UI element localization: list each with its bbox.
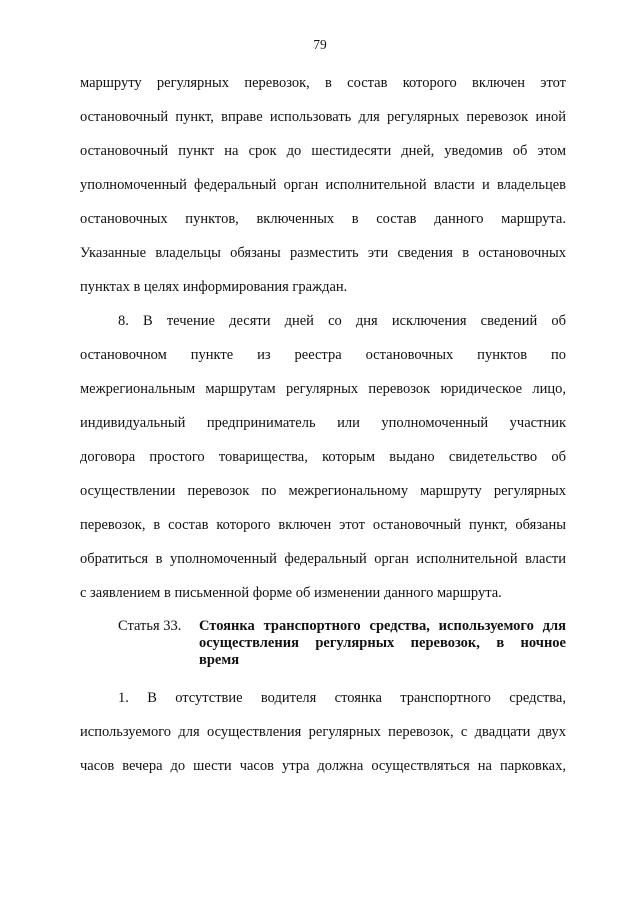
- paragraph-item-1: [80, 681, 566, 783]
- text-line: индивидуальный предприниматель или уполномоченный участник: [80, 415, 566, 431]
- article-number: Статья 33.: [118, 618, 182, 634]
- text-line: остановочном пункте из реестра остановочных пунктов по: [80, 347, 566, 363]
- text-line: используемого для осуществления регулярных перевозок, с двадцати двух: [80, 724, 566, 740]
- text-line: договора простого товарищества, которым выдано свидетельство об: [80, 449, 566, 465]
- text-line: часов вечера до шести часов утра должна осуществляться на парковках,: [80, 758, 566, 774]
- paragraph-continued: [80, 66, 566, 304]
- text-line: перевозок, в состав которого включен этот остановочный пункт, обязаны: [80, 517, 566, 533]
- text-line: 1. В отсутствие водителя стоянка транспортного средства,: [118, 690, 566, 706]
- paragraph-item-8: [80, 304, 566, 610]
- text-line: остановочных пунктов, включенных в состав данного маршрута.: [80, 211, 566, 227]
- text-line: уполномоченный федеральный орган исполнительной власти и владельцев: [80, 177, 566, 193]
- text-line: маршруту регулярных перевозок, в состав которого включен этот: [80, 75, 566, 91]
- text-line: обратиться в уполномоченный федеральный орган исполнительной власти: [80, 551, 566, 567]
- text-line: остановочный пункт, вправе использовать для регулярных перевозок иной: [80, 109, 566, 125]
- text-line: пунктах в целях информирования граждан.: [80, 279, 348, 295]
- text-line: межрегиональным маршрутам регулярных перевозок юридическое лицо,: [80, 381, 566, 397]
- text-line: с заявлением в письменной форме об изменении данного маршрута.: [80, 585, 502, 601]
- text-line: Указанные владельцы обязаны разместить эти сведения в остановочных: [80, 245, 566, 261]
- text-line: осуществлении перевозок по межрегиональному маршруту регулярных: [80, 483, 566, 499]
- document-body: [80, 66, 566, 783]
- article-heading: [80, 618, 566, 669]
- article-title: [199, 618, 566, 669]
- text-line: остановочный пункт на срок до шестидесяти дней, уведомив об этом: [80, 143, 566, 159]
- page-number: 79: [313, 37, 327, 52]
- title-line: Стоянка транспортного средства, используемого для: [199, 618, 566, 634]
- text-line: 8. В течение десяти дней со дня исключения сведений об: [118, 313, 566, 329]
- title-line: время: [199, 652, 240, 668]
- title-line: осуществления регулярных перевозок, в ночное: [199, 635, 566, 651]
